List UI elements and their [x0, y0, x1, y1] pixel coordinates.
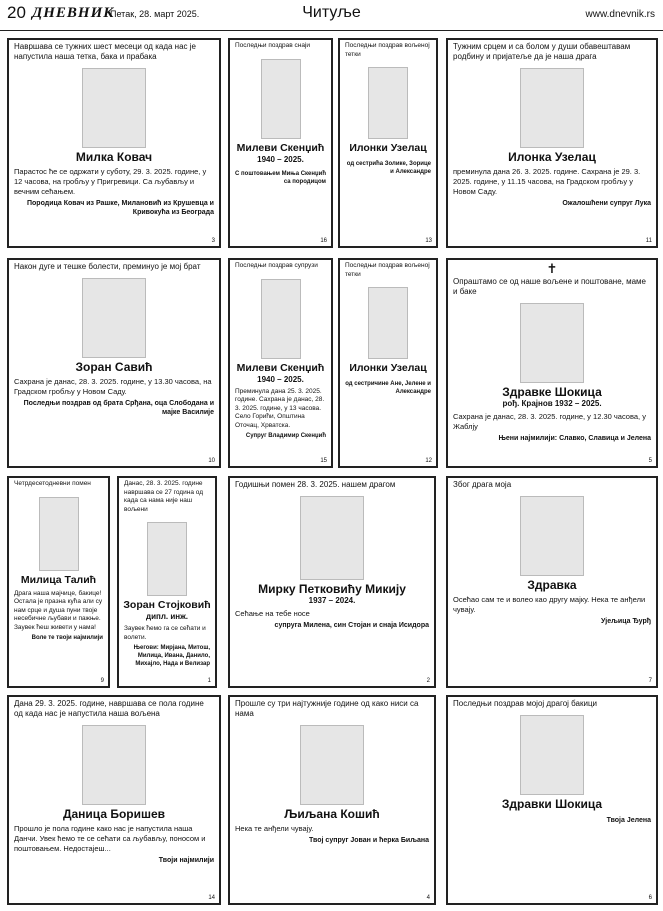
deceased-name: Зоран Савић [75, 360, 153, 374]
deceased-name: Здравки Шокица [501, 797, 603, 811]
obituary-notice [7, 258, 221, 468]
obituary-notice [117, 476, 217, 688]
issue-date: Петак, 28. март 2025. [110, 9, 200, 19]
portrait-photo [261, 279, 301, 359]
obituary-notice [338, 258, 438, 468]
notice-number: 15 [320, 458, 327, 464]
notice-body: Заувек ћемо га се сећати и волети. [124, 625, 206, 641]
notice-signature: Твоји најмилији [158, 857, 214, 864]
notice-number: 14 [208, 895, 215, 901]
notice-signature: Супруг Владимир Скенџић [245, 433, 326, 439]
notice-body: Сахрана је данас, 28. 3. 2025. године, у 13.30 часова, на Градском гробљу у Новом Саду. [14, 377, 212, 396]
portrait-photo [368, 67, 408, 139]
portrait-photo [520, 496, 584, 576]
obituary-notice [228, 476, 436, 688]
notice-years: 1940 – 2025. [257, 374, 304, 384]
obituary-notice [7, 38, 221, 248]
portrait-photo [368, 287, 408, 359]
notice-number: 12 [425, 458, 432, 464]
notice-body: Драга наша мајчице, бакице! Остала је празна кућа али су нам срце и душа пуни твоје несебичне љубави и пажње. Заувек ћеш живети у нама! [14, 589, 103, 631]
notice-intro: Последњи поздрав снаји [235, 42, 311, 49]
deceased-name: Зоран Стојковић [123, 599, 211, 611]
portrait-photo [82, 68, 146, 148]
notice-number: 5 [648, 458, 652, 464]
notice-number: 4 [426, 895, 430, 901]
portrait-photo [82, 278, 146, 358]
obituary-notice [446, 38, 658, 248]
notice-intro: Тужним срцем и са болом у души обавештавам родбину и пријатеље да је наша драга [453, 42, 631, 61]
site-url[interactable]: www.dnevnik.rs [585, 9, 655, 20]
deceased-name: Милица Талић [20, 573, 97, 586]
notice-signature: Последњи поздрав од брата Срђана, оца Слободана и мајке Василије [23, 400, 214, 416]
newspaper-logo: ДНЕВНИК [32, 5, 115, 21]
deceased-name: Здравке Шокица [502, 385, 602, 399]
notice-intro: Опраштамо се од наше вољене и поштоване, маме и баке [453, 277, 646, 296]
cross-icon: ✝ [546, 261, 558, 276]
notice-body: Осећао сам те и волео као другу мајку. Нека те анђели чувају. [453, 595, 646, 614]
notice-intro: Последњи поздрав вољеној тетки [345, 262, 430, 278]
deceased-name: Даница Боришев [62, 807, 166, 821]
notice-signature: Његови: Мирјана, Митош, Милица, Ивана, Данило, Михајло, Нада и Велизар [133, 645, 210, 667]
notice-years: 1937 – 2024. [308, 596, 356, 605]
obituary-notice [7, 476, 110, 688]
notice-signature: Твоја Јелена [606, 817, 651, 824]
notice-intro: Четрдесетодневни помен [14, 480, 91, 487]
notice-number: 7 [648, 678, 652, 684]
notice-signature: Воле те твоји најмилији [31, 635, 103, 641]
deceased-name: Илонки Узелац [349, 362, 427, 374]
notice-signature: од сестричине Ане, Јелене и Александре [345, 381, 431, 395]
notice-intro: Последњи поздрав мојој драгој бакици [453, 699, 598, 708]
notice-number: 9 [100, 678, 104, 684]
notice-signature: Твој супруг Јован и ћерка Биљана [309, 837, 429, 844]
notice-intro: Након дуге и тешке болести, преминуо је мој брат [14, 262, 201, 271]
deceased-name: Милка Ковач [75, 150, 153, 164]
obituary-notice [446, 476, 658, 688]
notice-years: дипл. инж. [146, 612, 188, 621]
notice-number: 10 [208, 458, 215, 464]
notice-years: рођ. Крајнов 1932 – 2025. [502, 399, 602, 408]
notice-signature: од сестрића Золике, Зорице и Александре [346, 161, 431, 175]
notice-number: 11 [645, 238, 652, 244]
deceased-name: Илонки Узелац [349, 142, 427, 154]
deceased-name: Милеви Скенџић [236, 141, 325, 154]
notice-intro: Годишњи помен 28. 3. 2025. нашем драгом [235, 480, 396, 489]
obituary-notice [228, 695, 436, 905]
obituary-notice [228, 38, 333, 248]
notice-signature: С поштовањем Миња Скенџић са породицом [235, 170, 326, 185]
notice-number: 6 [648, 895, 652, 901]
notice-body: Сахрана је данас, 28. 3. 2025. године, у 12.30 часова, у Жаблју [453, 412, 646, 431]
notice-body: Сећање на тебе носе [235, 609, 310, 618]
notice-body: Преминула дана 25. 3. 2025. године. Сахрана је данас, 28. 3. 2025. године, у 13 часова. Село Горићи, Општина Оточац, Хрватска. [235, 387, 325, 429]
notice-signature: Породица Ковач из Рашке, Милановић из Крушевца и Кривокућа из Београда [27, 200, 214, 216]
notice-intro: Последњи поздрав супрузи [235, 262, 318, 269]
notice-signature: Њени најмилији: Славко, Славица и Јелена [498, 435, 651, 442]
notice-number: 3 [211, 238, 215, 244]
obituary-notice [228, 258, 333, 468]
notice-intro: Данас, 28. 3. 2025. године навршава се 27 година од када са нама није наш вољени [124, 480, 204, 513]
page-header [0, 0, 663, 31]
obituary-notice [446, 695, 658, 905]
notice-intro: Због драга моја [453, 480, 512, 489]
portrait-photo [520, 303, 584, 383]
portrait-photo [520, 68, 584, 148]
notice-number: 2 [426, 678, 430, 684]
page-number: 20 [7, 3, 26, 22]
portrait-photo [39, 497, 79, 571]
notice-number: 16 [320, 238, 327, 244]
portrait-photo [82, 725, 146, 805]
notice-intro: Прошле су три најтужније године од како ниси са нама [235, 699, 419, 718]
deceased-name: Милеви Скенџић [236, 361, 325, 374]
obituary-notice [7, 695, 221, 905]
notice-intro: Навршава се тужних шест месеци од када нас је напустила наша тетка, бака и прабака [14, 42, 196, 61]
portrait-photo [300, 725, 364, 805]
notice-signature: супруга Милена, син Стојан и снаја Исидора [274, 622, 429, 629]
notice-number: 13 [425, 238, 432, 244]
portrait-photo [261, 59, 301, 139]
deceased-name: Здравка [527, 578, 577, 592]
portrait-photo [520, 715, 584, 795]
notice-body: Нека те анђели чувају. [235, 824, 314, 833]
deceased-name: Мирку Петковићу Микију [258, 582, 406, 596]
notice-signature: Ујељица Ђурђ [600, 618, 651, 625]
portrait-photo [147, 522, 187, 596]
notice-intro: Дана 29. 3. 2025. године, навршава се пола године од када нас је напустила наша вољена [14, 699, 204, 718]
notice-body: преминула дана 26. 3. 2025. године. Сахрана је 29. 3. 2025. године, у 11.15 часова, на Градском гробљу у Новом Саду. [453, 167, 641, 196]
obituary-notice [338, 38, 438, 248]
portrait-photo [300, 496, 364, 580]
deceased-name: Илонка Узелац [508, 150, 596, 164]
section-title: Читуље [302, 4, 361, 21]
obituary-notice [446, 258, 658, 468]
notice-intro: Последњи поздрав вољеној тетки [345, 42, 430, 58]
notice-number: 1 [207, 678, 211, 684]
notice-body: Парастос ће се одржати у суботу, 29. 3. 2025. године, у 12 часова, на гробљу у Пригревици. Са љубављу и вечним сећањем. [14, 167, 207, 196]
deceased-name: Љиљана Кошић [284, 807, 380, 821]
notice-signature: Ожалошћени супруг Лука [562, 200, 651, 207]
notice-body: Прошло је пола године како нас је напустила наша Данчи. Увек ћемо те се сећати са љубављу, поносом и поштовањем. Недостајеш... [14, 824, 206, 853]
notice-years: 1940 – 2025. [257, 154, 304, 164]
